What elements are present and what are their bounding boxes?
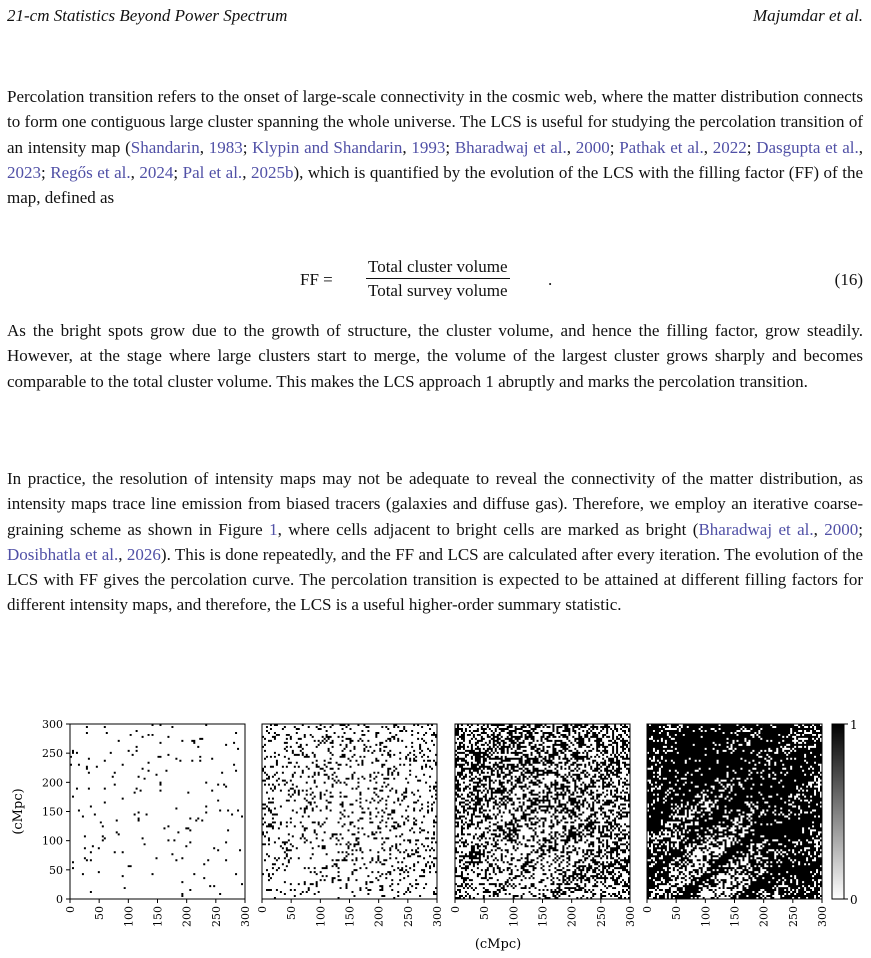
colorbar-min-label: 0 <box>850 893 858 907</box>
y-tick-label: 100 <box>42 834 63 848</box>
running-header <box>7 6 863 28</box>
y-tick-label: 50 <box>49 863 63 877</box>
x-tick-label: 250 <box>594 906 608 927</box>
x-tick-label: 50 <box>93 906 107 920</box>
x-tick-label: 300 <box>816 906 829 927</box>
equation-denominator: Total survey volume <box>368 281 508 300</box>
equation-lhs: FF = <box>300 270 333 289</box>
paragraph-percolation: Percolation transition refers to the onset of large-scale connectivity in the cosmic web, where the matter distribution connects to form one contiguous large cluster spanning the whole universe. The LCS is useful for studying the percolation transition of an intensity map (Shandarin, 1983; Klypin and Shandarin, 1993; Bharadwaj et al., 2000; Pathak et al., 2022; Dasgupta et al., 2023; Regős et al., 2024; Pal et al., 2025b), which is quantified by the evolution of the LCS with the filling factor (FF) of the map, defined as <box>7 87 863 208</box>
header-title: 21-cm Statistics Beyond Power Spectrum <box>7 6 288 25</box>
x-tick-label: 150 <box>151 906 165 927</box>
x-tick-label: 300 <box>431 906 444 927</box>
colorbar-max-label: 1 <box>850 718 858 732</box>
x-axis-label: (cMpc) <box>474 937 522 952</box>
x-tick-label: 200 <box>180 906 194 927</box>
x-tick-label: 200 <box>565 906 579 927</box>
x-tick-label: 250 <box>209 906 223 927</box>
citation-link[interactable]: Regős et al. <box>50 162 131 182</box>
x-tick-label: 200 <box>757 906 771 927</box>
x-tick-label: 300 <box>239 906 252 927</box>
citation-link[interactable]: 2000 <box>575 137 610 157</box>
citation-link[interactable]: 1983 <box>208 137 243 157</box>
colorbar <box>832 724 844 899</box>
x-tick-label: 150 <box>343 906 357 927</box>
citation-link[interactable]: 1993 <box>411 137 446 157</box>
citation-link[interactable]: 2026 <box>126 544 161 564</box>
x-tick-label: 100 <box>314 906 328 927</box>
x-tick-label: 250 <box>401 906 415 927</box>
map-panel-4 <box>641 724 829 927</box>
x-tick-label: 50 <box>670 906 684 920</box>
x-tick-label: 100 <box>122 906 136 927</box>
x-tick-label: 50 <box>285 906 299 920</box>
header-authors: Majumdar et al. <box>752 6 863 25</box>
citation-link[interactable]: 2025b <box>250 162 294 182</box>
y-tick-label: 250 <box>42 747 63 761</box>
x-tick-label: 150 <box>728 906 742 927</box>
equation-period: . <box>548 270 553 289</box>
x-tick-label: 0 <box>256 906 269 913</box>
citation-link[interactable]: Pathak et al. <box>619 137 704 157</box>
paragraph-coarse-graining: In practice, the resolution of intensity maps may not be adequate to reveal the connectivity of the matter distribution, as intensity maps trace line emission from biased tracers (galaxies and diffuse gas). Therefore, we employ an iterative coarse-graining scheme as shown in Figure 1, where cells adjacent to bright cells are marked as bright (Bharadwaj et al., 2000; Dosibhatla et al., 2026). This is done repeatedly, and the FF and LCS are calculated after every iteration. The evolution of the LCS with FF gives the percolation curve. The percolation transition is expected to be attained at different filling factors for different intensity maps, and therefore, the LCS is a useful higher-order summary statistic. <box>7 469 863 615</box>
paragraph-bright-spots: As the bright spots grow due to the growth of structure, the cluster volume, and hence the filling factor, grow steadily. However, at the stage where large clusters start to merge, the volume of the largest cluster grows sharply and becomes comparable to the total cluster volume. This makes the LCS approach 1 abruptly and marks the percolation transition. <box>7 321 863 391</box>
citation-link[interactable]: Shandarin <box>130 137 200 157</box>
citation-link[interactable]: 1 <box>269 519 278 539</box>
citation-link[interactable]: Pal et al. <box>182 162 243 182</box>
panel-frame <box>70 724 245 899</box>
x-tick-label: 200 <box>372 906 386 927</box>
y-tick-label: 300 <box>42 718 63 731</box>
citation-link[interactable]: 2022 <box>712 137 747 157</box>
map-panel-1 <box>64 724 252 927</box>
y-tick-label: 200 <box>42 776 63 790</box>
x-tick-label: 50 <box>478 906 492 920</box>
map-panel-3 <box>449 724 637 927</box>
citation-link[interactable]: 2000 <box>824 519 859 539</box>
x-tick-label: 250 <box>786 906 800 927</box>
y-axis-label: (cMpc) <box>11 788 26 835</box>
citation-link[interactable]: 2024 <box>139 162 174 182</box>
citation-link[interactable]: Dasgupta et al. <box>756 137 859 157</box>
y-tick-label: 150 <box>42 805 63 819</box>
equation-16 <box>0 255 871 305</box>
equation-number: (16) <box>834 270 863 289</box>
x-tick-label: 0 <box>641 906 654 913</box>
citation-link[interactable]: Bharadwaj et al. <box>698 519 814 539</box>
x-tick-label: 100 <box>507 906 521 927</box>
figure-percolation-maps <box>0 700 871 958</box>
x-tick-label: 0 <box>64 906 77 913</box>
x-tick-label: 150 <box>536 906 550 927</box>
equation-fraction <box>366 255 510 302</box>
x-tick-label: 100 <box>699 906 713 927</box>
x-tick-label: 0 <box>449 906 462 913</box>
x-tick-label: 300 <box>624 906 637 927</box>
equation-numerator: Total cluster volume <box>366 255 510 279</box>
citation-link[interactable]: 2023 <box>7 162 41 182</box>
citation-link[interactable]: Klypin and Shandarin <box>252 137 403 157</box>
y-tick-label: 0 <box>56 893 63 906</box>
citation-link[interactable]: Dosibhatla et al. <box>7 544 119 564</box>
citation-link[interactable]: Bharadwaj et al. <box>454 137 567 157</box>
map-panel-2 <box>256 724 444 927</box>
